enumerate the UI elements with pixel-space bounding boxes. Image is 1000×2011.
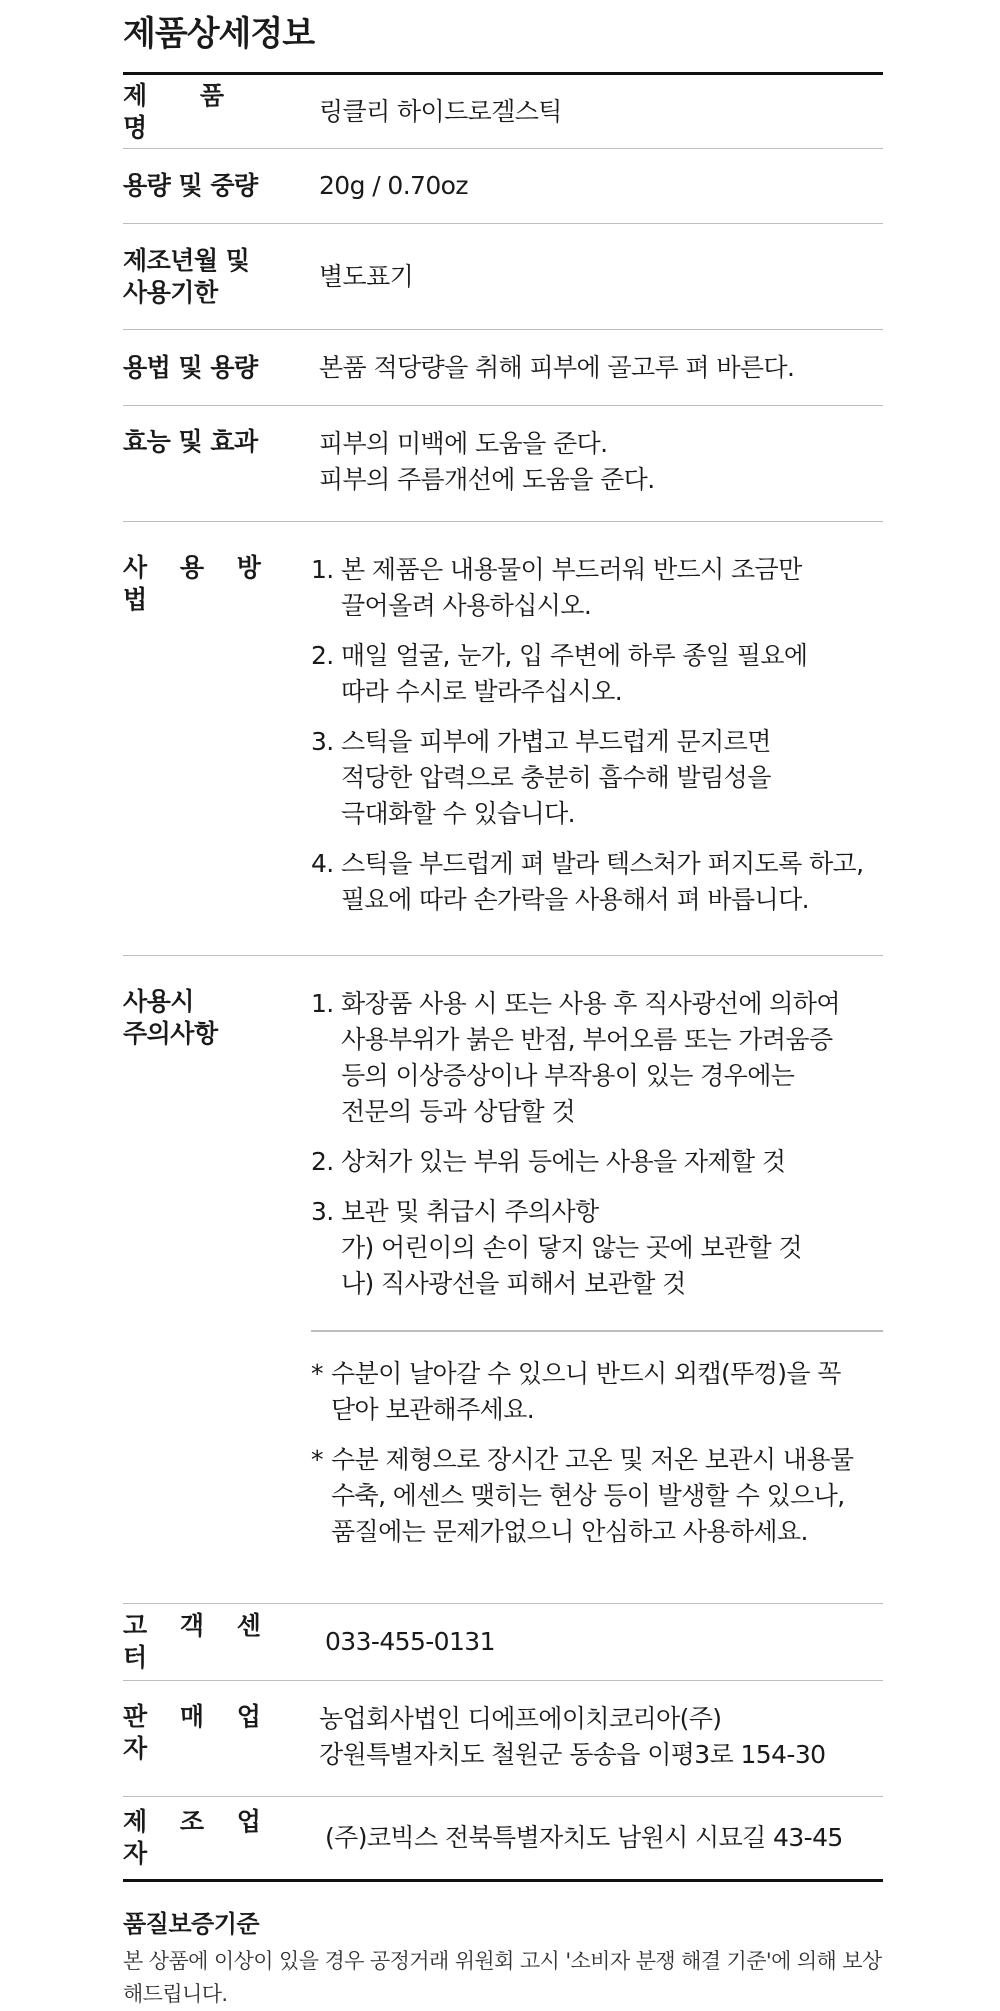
usage-ordered-list (311, 552, 883, 918)
list-number: 4. (311, 849, 334, 878)
list-item-line: 등의 이상증상이나 부작용이 있는 경우에는 (341, 1061, 795, 1090)
list-item-line: 적당한 압력으로 충분히 흡수해 발림성을 (341, 763, 771, 792)
caution-label-line2: 주의사항 (123, 1019, 218, 1048)
maker-value: (주)코빅스 전북특별자치도 남원시 시묘길 43-45 (325, 1823, 843, 1852)
list-item-line: 본 제품은 내용물이 부드러워 반드시 조금만 (341, 555, 802, 584)
list-item (311, 1194, 883, 1302)
list-item-line: 수분이 날아갈 수 있으니 반드시 외캡(뚜껑)을 꼭 (331, 1358, 841, 1388)
list-item-line: 수분 제형으로 장시간 고온 및 저온 보관시 내용물 (331, 1444, 854, 1474)
expiry-value: 별도표기 (319, 261, 414, 291)
list-item-line: 전문의 등과 상담할 것 (341, 1097, 575, 1126)
customer-phone: 033-455-0131 (325, 1627, 495, 1656)
row-label (123, 80, 319, 144)
note-mark: * (311, 1358, 323, 1388)
caution-label (123, 986, 319, 1603)
list-item-line: 따라 수시로 발라주십시오. (341, 677, 623, 706)
list-item-line: 품질에는 문제가없으니 안심하고 사용하세요. (331, 1516, 808, 1546)
page-title: 제품상세정보 (123, 14, 315, 54)
list-item (311, 724, 883, 832)
list-item-line: 사용부위가 붉은 반점, 부어오름 또는 가려움증 (341, 1025, 833, 1054)
efficacy-line: 피부의 주름개선에 도움을 준다. (319, 465, 655, 494)
list-item-line: 닫아 보관해주세요. (331, 1394, 535, 1424)
expiry-label-line1: 제조년월 및 (123, 245, 250, 275)
dosage-value: 본품 적당량을 취해 피부에 골고루 펴 바른다. (319, 352, 795, 382)
quality-text: 본 상품에 이상이 있을 경우 공정거래 위원회 고시 '소비자 분쟁 해결 기준'에 의해 보상해드립니다. (123, 1949, 882, 2006)
list-number: 2. (311, 641, 334, 670)
note-mark: * (311, 1444, 323, 1474)
list-number: 3. (311, 727, 334, 756)
efficacy-label: 효능 및 효과 (123, 427, 258, 456)
product-name-value: 링클리 하이드로겔스틱 (319, 96, 562, 126)
list-item-line: 매일 얼굴, 눈가, 입 주변에 하루 종일 필요에 (341, 641, 808, 670)
row-capacity (123, 149, 883, 224)
capacity-label: 용량 및 중량 (123, 171, 258, 200)
row-efficacy (123, 406, 883, 522)
seller-label (123, 1701, 319, 1796)
row-caution (123, 956, 883, 1604)
expiry-label (123, 245, 319, 309)
seller-address: 강원특별자치도 철원군 동송읍 이평3로 154-30 (319, 1740, 826, 1769)
list-item (311, 552, 883, 624)
customer-label (123, 1610, 319, 1674)
list-item-line: 수축, 에센스 맺히는 현상 등이 발생할 수 있으나, (331, 1480, 845, 1510)
expiry-label-line2: 사용기한 (123, 277, 218, 307)
maker-label (123, 1806, 319, 1870)
list-item-line: 끌어올려 사용하십시오. (341, 591, 592, 620)
list-item-line: 스틱을 부드럽게 펴 발라 텍스처가 퍼지도록 하고, (341, 849, 864, 878)
list-item (311, 986, 883, 1130)
caution-notes-list (311, 1356, 883, 1550)
row-maker (123, 1797, 883, 1879)
maker-label-text: 제 조 업 자 (123, 1807, 273, 1868)
list-item-line: 상처가 있는 부위 등에는 사용을 자제할 것 (341, 1147, 786, 1176)
list-item (311, 846, 883, 918)
usage-list (311, 552, 883, 955)
seller-name: 농업회사법인 디에프에이치코리아(주) (319, 1704, 722, 1733)
row-seller (123, 1681, 883, 1797)
caution-label-line1: 사용시 (123, 987, 194, 1016)
note-item (311, 1356, 883, 1428)
efficacy-value (319, 426, 883, 521)
row-customer-center (123, 1604, 883, 1681)
list-item-line: 보관 및 취급시 주의사항 (341, 1197, 599, 1226)
list-number: 3. (311, 1197, 334, 1226)
list-number: 1. (311, 555, 334, 584)
row-expiry (123, 224, 883, 330)
row-product-name (123, 75, 883, 149)
list-item-line: 스틱을 피부에 가볍고 부드럽게 문지르면 (341, 727, 771, 756)
caution-content (311, 986, 883, 1603)
note-item (311, 1442, 883, 1550)
row-usage (123, 522, 883, 956)
list-item (311, 638, 883, 710)
seller-label-text: 판 매 업 자 (123, 1702, 273, 1763)
row-dosage (123, 330, 883, 406)
quality-title: 품질보증기준 (123, 1910, 260, 1938)
caution-notes-divider (311, 1330, 883, 1332)
list-item-line: 극대화할 수 있습니다. (341, 799, 575, 828)
list-number: 2. (311, 1147, 334, 1176)
capacity-value: 20g / 0.70oz (319, 171, 468, 200)
list-item-line: 나) 직사광선을 피해서 보관할 것 (341, 1269, 686, 1298)
product-detail-page (123, 0, 883, 2011)
list-item (311, 1144, 883, 1180)
seller-value (319, 1701, 883, 1796)
list-number: 1. (311, 989, 334, 1018)
list-item-line: 가) 어린이의 손이 닿지 않는 곳에 보관할 것 (341, 1233, 802, 1262)
list-item-line: 화장품 사용 시 또는 사용 후 직사광선에 의하여 (341, 989, 840, 1018)
bottom-divider (123, 1879, 883, 1882)
usage-label-text: 사 용 방 법 (123, 553, 273, 614)
dosage-label: 용법 및 용량 (123, 352, 258, 382)
list-item-line: 필요에 따라 손가락을 사용해서 펴 바릅니다. (341, 885, 809, 914)
efficacy-line: 피부의 미백에 도움을 준다. (319, 429, 608, 458)
caution-ordered-list (311, 986, 883, 1302)
usage-label (123, 552, 319, 955)
product-name-label: 제 품 명 (123, 80, 247, 142)
customer-label-text: 고 객 센 터 (123, 1611, 273, 1672)
